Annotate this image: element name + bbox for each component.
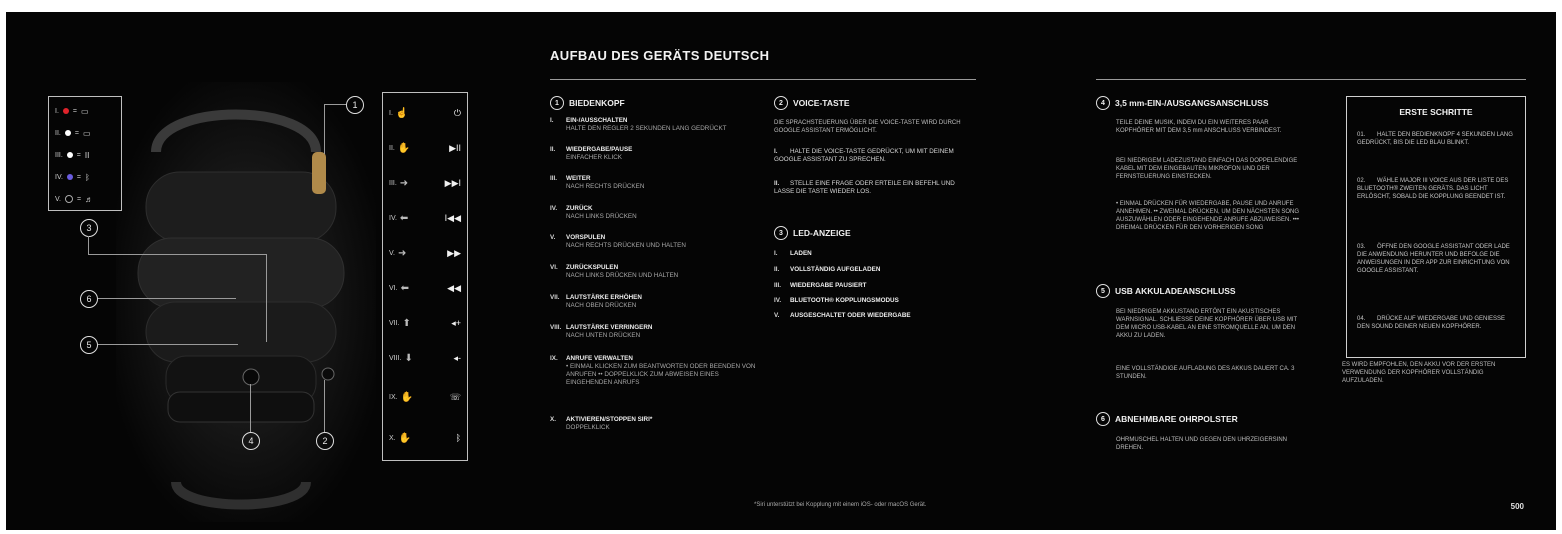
section-heading <box>550 96 625 110</box>
list-item: VI. ZURÜCKSPULEN NACH LINKS DRÜCKEN UND HALTEN <box>550 264 679 279</box>
ctrl-row <box>389 138 465 158</box>
step-item: 01. HALTE DEN BEDIENKNOPF 4 SEKUNDEN LANG GEDRÜCKT, BIS DIE LED BLAU BLINKT. <box>1357 132 1513 146</box>
paragraph: DIE SPRACHSTEUERUNG ÜBER DIE VOICE-TASTE WIRD DURCH GOOGLE ASSISTANT ERMÖGLICHT. <box>774 120 961 134</box>
paragraph: • EINMAL DRÜCKEN FÜR WIEDERGABE, PAUSE UND ANRUFE ANNEHMEN. •• ZWEIMAL DRÜCKEN, UM DEN NÄCHSTEN SONG AUSZUWÄHLEN ODER EINGEHENDE ANRUFE ABZUWEISEN. ••• DREIMAL DRÜCKEN FÜR DEN VORHERIGEN SONG <box>1116 201 1299 231</box>
ctrl-row <box>389 428 465 448</box>
previous-icon: I◀◀ <box>444 212 461 223</box>
music-icon: ♬ <box>85 194 94 204</box>
section-heading <box>774 96 850 110</box>
list-item: IX. ANRUFE VERWALTEN • EINMAL KLICKEN ZUM BEANTWORTEN ODER BEENDEN VON ANRUFEN •• DOPPELKLICK ZUM ABWEISEN EINES EINGEHENDEN ANRUFS <box>550 355 756 386</box>
section-heading <box>1096 412 1238 426</box>
ctrl-row <box>389 348 465 368</box>
step-item: 02. WÄHLE MAJOR III VOICE AUS DER LISTE DES BLUETOOTH® ZWEITEN GERÄTS. DAS LICHT ERLÖSCHT, SOBALD DIE KOPPLUNG BEENDET IST. <box>1357 178 1509 200</box>
section-number: 4 <box>1096 96 1110 110</box>
callout-6: 6 <box>80 290 98 308</box>
footnote: *Siri unterstützt bei Kopplung mit einem iOS- oder macOS Gerät. <box>754 502 927 508</box>
led-red-dot <box>63 108 69 114</box>
led-numeral: III. <box>55 151 63 159</box>
callout-line <box>324 104 346 105</box>
volume-up-icon: ◂+ <box>451 317 461 328</box>
battery-note: ES WIRD EMPFOHLEN, DEN AKKU VOR DER ERSTEN VERWENDUNG DER KOPFHÖRER VOLLSTÄNDIG AUFZULADEN. <box>1342 362 1496 384</box>
callout-line <box>250 384 251 432</box>
callout-line <box>98 298 236 299</box>
page-title: AUFBAU DES GERÄTS DEUTSCH <box>550 48 770 63</box>
section-title: VOICE-TASTE <box>793 98 850 108</box>
knob-icon: ✋ <box>397 142 411 154</box>
led-row: II. = ▭ <box>55 128 91 138</box>
section-number: 2 <box>774 96 788 110</box>
paragraph: BEI NIEDRIGEM AKKUSTAND ERTÖNT EIN AKUSTISCHES WARNSIGNAL. SCHLIESSE DEINE KOPFHÖRER ÜBER USB MIT DEM MICRO USB-KABEL AN EINE STROMQUELLE AN, UM DEN AKKU ZU LADEN. <box>1116 309 1298 339</box>
ctrl-numeral: V. <box>389 249 395 257</box>
headphone-diagram <box>6 12 496 530</box>
battery-full-icon: ▭ <box>82 128 91 138</box>
rewind-icon: ◀◀ <box>447 282 461 293</box>
ctrl-numeral: III. <box>389 179 397 187</box>
knob-right-hold-icon: ➜ <box>397 247 407 259</box>
callout-line <box>98 344 238 345</box>
divider <box>550 79 976 80</box>
knob-up-icon: ⬆ <box>402 317 411 329</box>
section-title: LED-ANZEIGE <box>793 228 851 238</box>
list-item: III. WIEDERGABE PAUSIERT <box>774 282 867 289</box>
ctrl-row <box>389 387 465 407</box>
led-white-dot <box>65 130 71 136</box>
section-number: 3 <box>774 226 788 240</box>
knob-down-icon: ⬇ <box>404 352 413 364</box>
knob-left-hold-icon: ⬅ <box>400 282 409 294</box>
list-item: V. AUSGESCHALTET ODER WIEDERGABE <box>774 312 911 319</box>
step-item: 03. ÖFFNE DEN GOOGLE ASSISTANT ODER LADE DIE ANWENDUNG HERUNTER UND BEFOLGE DIE ANWEISUNGEN IN DER APP ZUR EINRICHTUNG VON GOOGLE ASSISTANT. <box>1357 244 1510 274</box>
led-numeral: I. <box>55 107 59 115</box>
list-item: III. WEITER NACH RECHTS DRÜCKEN <box>550 175 645 190</box>
paragraph: TEILE DEINE MUSIK, INDEM DU EIN WEITERES PAAR KOPFHÖRER MIT DEM 3,5 mm ANSCHLUSS VERBINDEST. <box>1116 120 1282 134</box>
knob-right-icon: ➜ <box>399 177 409 189</box>
led-row: I. = ▭ <box>55 106 89 116</box>
section-title: 3,5 mm-EIN-/AUSGANGSANSCHLUSS <box>1115 98 1269 108</box>
next-icon: ▶▶I <box>444 177 461 188</box>
list-item: X. AKTIVIEREN/STOPPEN SIRI* DOPPELKLICK <box>550 416 653 431</box>
led-row: IV. = ᛒ <box>55 172 90 182</box>
led-numeral: II. <box>55 129 61 137</box>
list-item: II. WIEDERGABE/PAUSE EINFACHER KLICK <box>550 146 633 161</box>
fast-forward-icon: ▶▶ <box>447 247 461 258</box>
section-title: ABNEHMBARE OHRPOLSTER <box>1115 414 1238 424</box>
paragraph: BEI NIEDRIGEM LADEZUSTAND EINFACH DAS DOPPELENDIGE KABEL MIT DEM EINGEBAUTEN MIKROFON UND DER FERNSTEUERUNG EINSTECKEN. <box>1116 158 1298 180</box>
knob-click-icon: ✋ <box>400 391 414 403</box>
box-title: ERSTE SCHRITTE <box>1399 107 1473 117</box>
ctrl-numeral: II. <box>389 144 395 152</box>
pause-icon: II <box>84 150 90 160</box>
paragraph: OHRMUSCHEL HALTEN UND GEGEN DEN UHRZEIGERSINN DREHEN. <box>1116 437 1288 451</box>
ctrl-numeral: VII. <box>389 319 400 327</box>
siri-icon: ᛒ <box>455 433 461 443</box>
callout-2: 2 <box>316 432 334 450</box>
list-item: I. EIN-/AUSSCHALTEN HALTE DEN REGLER 2 SEKUNDEN LANG GEDRÜCKT <box>550 117 727 132</box>
hand-press-icon: ☝ <box>395 107 409 119</box>
list-item: VII. LAUTSTÄRKE ERHÖHEN NACH OBEN DRÜCKEN <box>550 294 642 309</box>
section-heading <box>1096 96 1269 110</box>
callout-1: 1 <box>346 96 364 114</box>
knob-double-icon: ✋ <box>398 432 412 444</box>
ctrl-numeral: X. <box>389 434 396 442</box>
section-number: 6 <box>1096 412 1110 426</box>
ctrl-numeral: I. <box>389 109 393 117</box>
ctrl-numeral: VI. <box>389 284 398 292</box>
callout-line <box>324 104 325 154</box>
led-numeral: V. <box>55 195 61 203</box>
led-numeral: IV. <box>55 173 63 181</box>
led-white-dot <box>67 152 73 158</box>
led-row: III. = II <box>55 150 90 160</box>
list-item: II. STELLE EINE FRAGE ODER ERTEILE EIN BEFEHL UND LASSE DIE TASTE WIEDER LOS. <box>774 180 955 195</box>
led-row: V. = ♬ <box>55 194 94 204</box>
phone-icon: ☏ <box>449 391 461 402</box>
bluetooth-icon: ᛒ <box>85 172 90 182</box>
list-item: IV. BLUETOOTH® KOPPLUNGSMODUS <box>774 297 899 304</box>
ctrl-row <box>389 313 465 333</box>
list-item: I. LADEN <box>774 250 812 257</box>
section-number: 1 <box>550 96 564 110</box>
led-blue-dot <box>67 174 73 180</box>
ctrl-row <box>389 173 465 193</box>
section-title: BIEDENKOPF <box>569 98 625 108</box>
section-title: USB AKKULADEANSCHLUSS <box>1115 286 1236 296</box>
step-item: 04. DRÜCKE AUF WIEDERGABE UND GENIESSE DEN SOUND DEINER NEUEN KOPFHÖRER. <box>1357 316 1506 330</box>
divider <box>1096 79 1526 80</box>
callout-5: 5 <box>80 336 98 354</box>
section-heading <box>1096 284 1236 298</box>
section-heading <box>774 226 851 240</box>
led-off-dot <box>65 195 73 203</box>
list-item: II. VOLLSTÄNDIG AUFGELADEN <box>774 266 881 273</box>
ctrl-row <box>389 103 465 123</box>
play-pause-icon: ▶II <box>449 142 461 153</box>
knob-left-icon: ⬅ <box>399 212 409 224</box>
ctrl-row <box>389 208 465 228</box>
power-icon: ⏻ <box>453 107 461 118</box>
manual-spread <box>6 12 1556 530</box>
volume-down-icon: ◂- <box>453 352 461 363</box>
callout-3: 3 <box>80 219 98 237</box>
battery-icon: ▭ <box>80 106 89 116</box>
page-number: 500 <box>1510 502 1524 511</box>
getting-started-box <box>1346 96 1526 358</box>
callout-line <box>266 254 267 342</box>
ctrl-row <box>389 243 465 263</box>
list-item: IV. ZURÜCK NACH LINKS DRÜCKEN <box>550 205 637 220</box>
list-item: I. HALTE DIE VOICE-TASTE GEDRÜCKT, UM MIT DEINEM GOOGLE ASSISTANT ZU SPRECHEN. <box>774 148 954 163</box>
ctrl-numeral: VIII. <box>389 354 402 362</box>
list-item: VIII. LAUTSTÄRKE VERRINGERN NACH UNTEN DRÜCKEN <box>550 324 653 339</box>
list-item: V. VORSPULEN NACH RECHTS DRÜCKEN UND HALTEN <box>550 234 686 249</box>
ctrl-numeral: IX. <box>389 393 398 401</box>
callout-line <box>88 236 89 254</box>
callout-line <box>88 254 266 255</box>
callout-4: 4 <box>242 432 260 450</box>
ctrl-numeral: IV. <box>389 214 397 222</box>
section-number: 5 <box>1096 284 1110 298</box>
led-legend-box <box>48 96 122 211</box>
controls-legend-box <box>382 92 468 461</box>
paragraph: EINE VOLLSTÄNDIGE AUFLADUNG DES AKKUS DAUERT CA. 3 STUNDEN. <box>1116 366 1295 380</box>
ctrl-row <box>389 278 465 298</box>
callout-line <box>324 380 325 432</box>
